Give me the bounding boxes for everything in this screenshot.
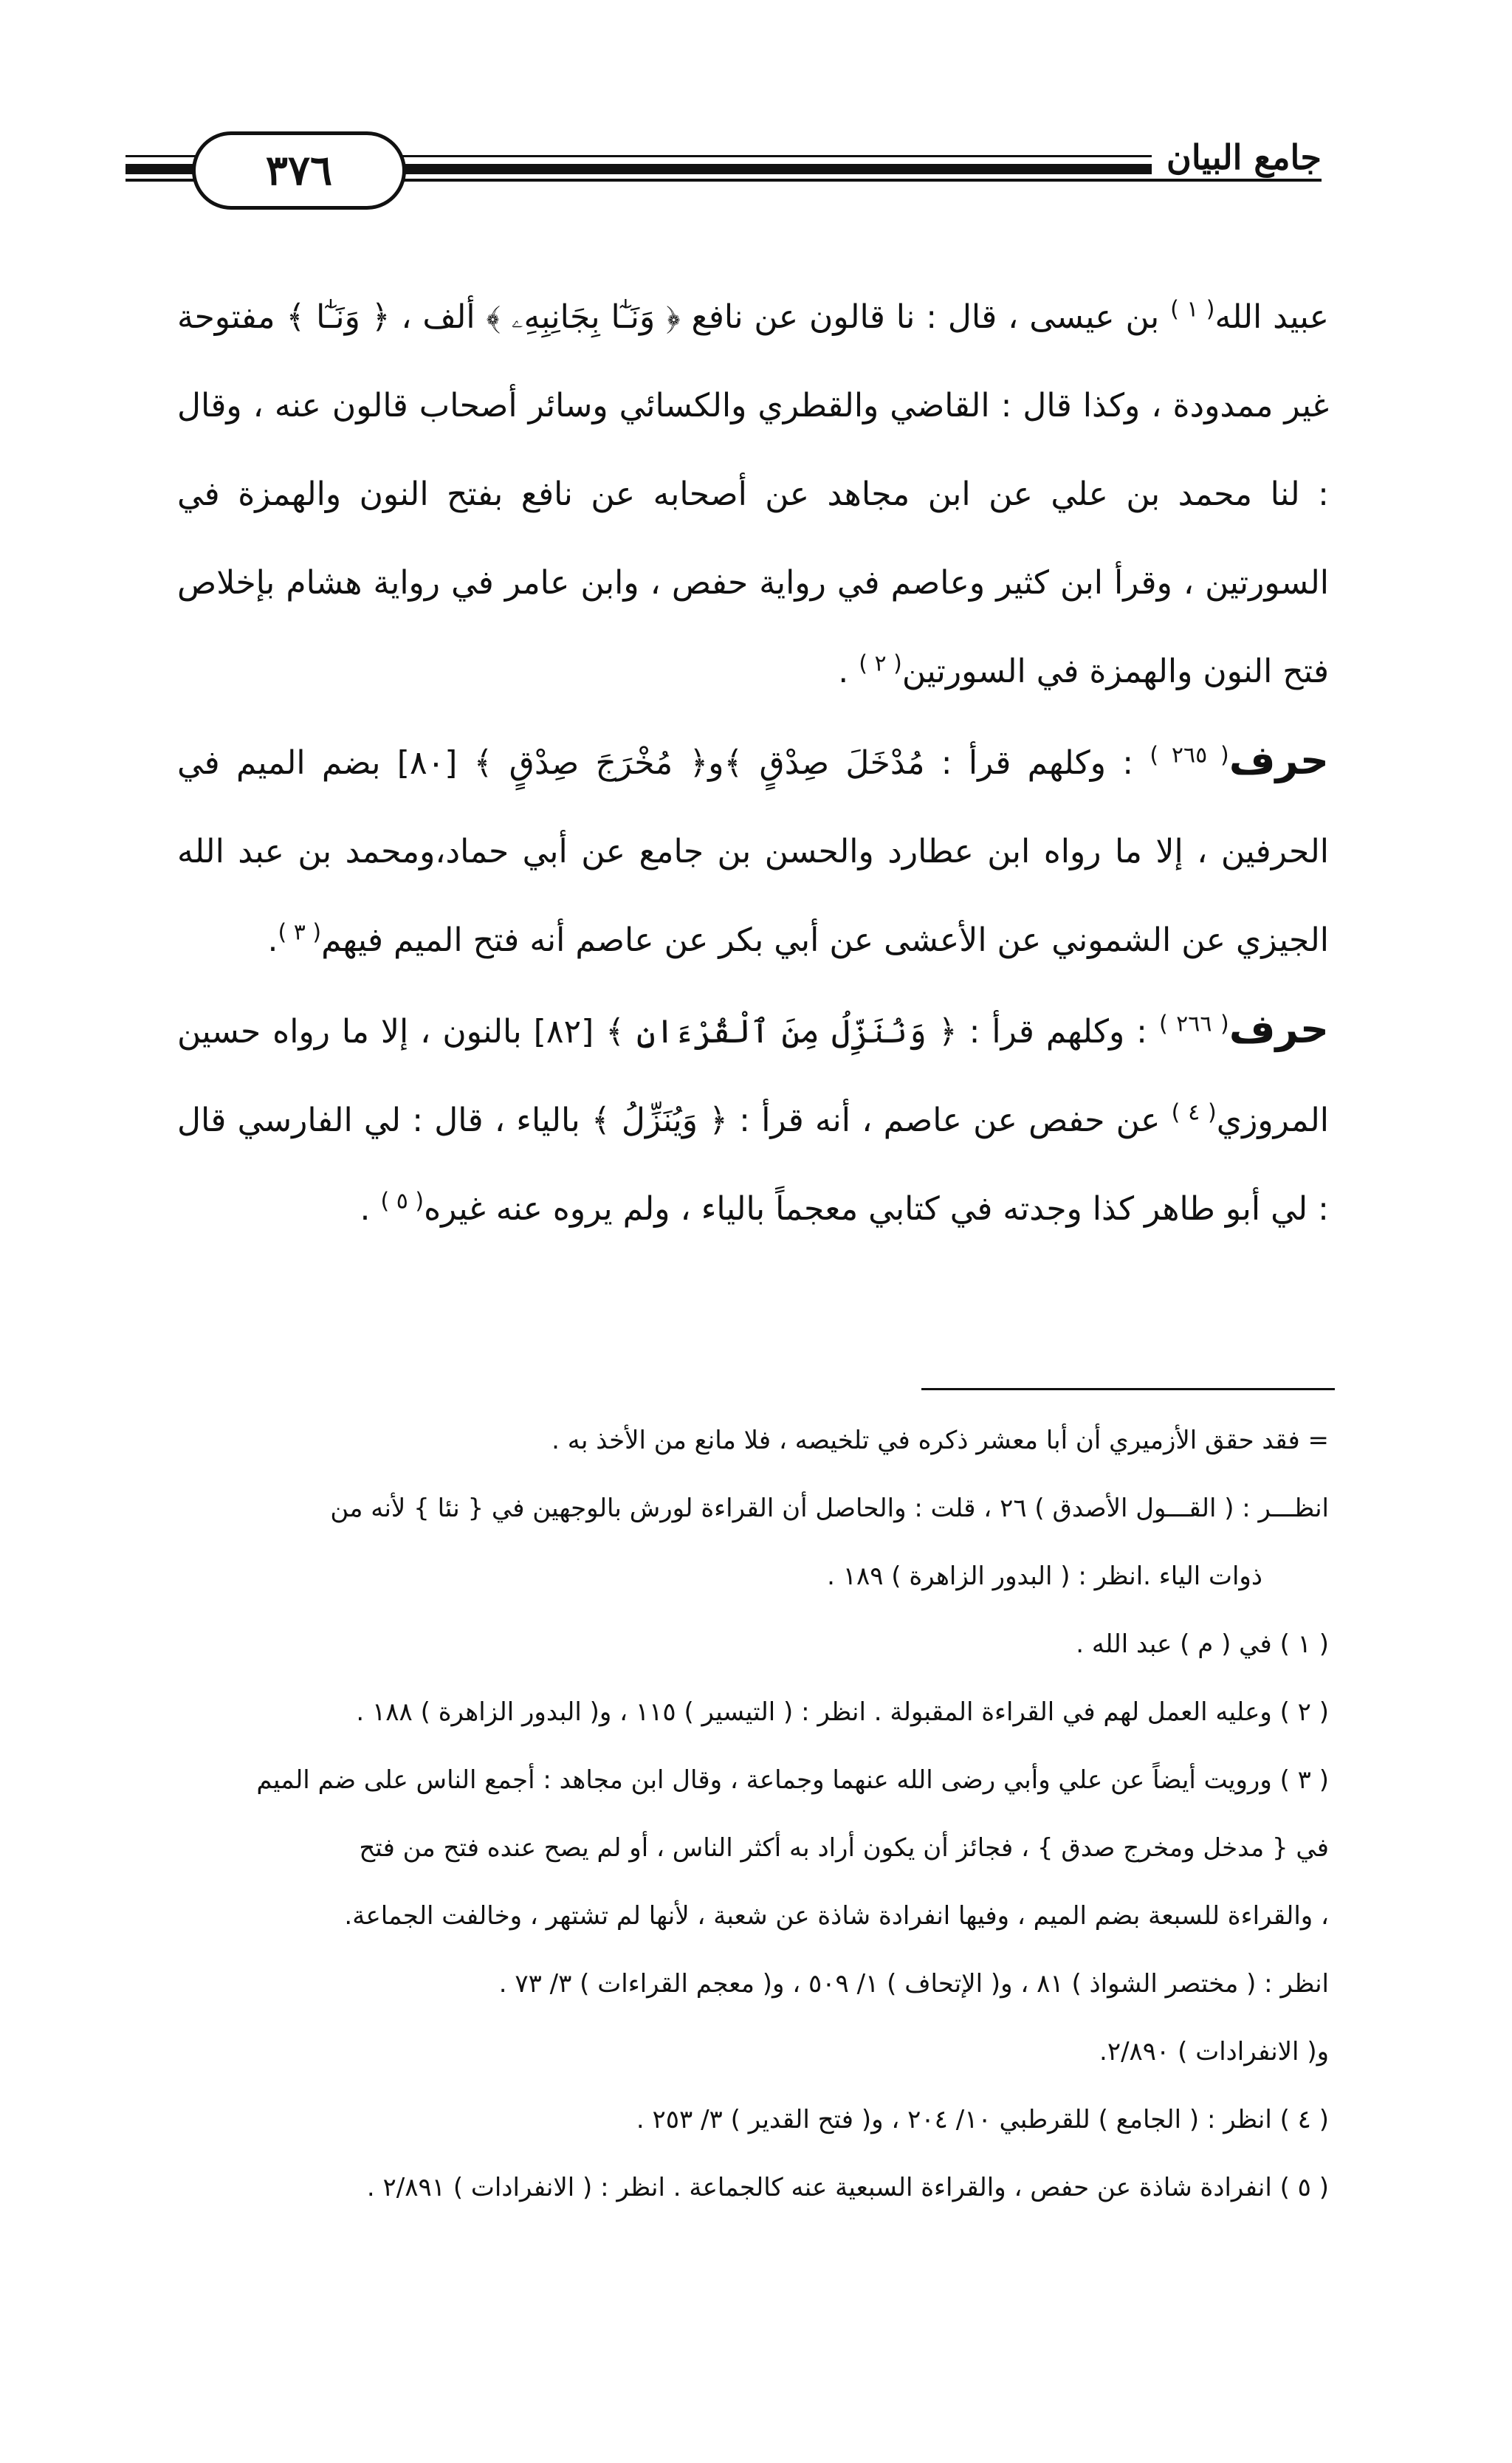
quran-quote: ﴿ وَيُنَزِّلُ ﴾ <box>591 1102 728 1139</box>
footnote-continuation: = فقد حقق الأزميري أن أبا معشر ذكره في تلخيصه ، فلا مانع من الأخذ به . <box>551 1426 1329 1455</box>
main-text <box>177 273 1329 1254</box>
harf-number: ( ٢٦٥ ) <box>1150 742 1229 769</box>
verse-number: [٨٠] <box>380 744 474 782</box>
footnote-separator <box>921 1388 1335 1390</box>
footnote-3: ( ٣ ) ورويت أيضاً عن علي وأبي رضى الله عنهما وجماعة ، وقال ابن مجاهد : أجمع الناس على ضم الميم <box>256 1765 1329 1795</box>
footnote-3-line: انظر : ( مختصر الشواذ ) ٨١ ، و( الإتحاف ) ١/ ٥٠٩ ، و( معجم القراءات ) ٣/ ٧٣ . <box>498 1969 1329 1999</box>
quran-quote: ﴿ مُخْرَجَ صِدْقٍ ﴾ <box>473 744 709 782</box>
quran-quote: مُدْخَلَ صِدْقٍ ﴾ <box>724 744 925 782</box>
footnotes <box>177 1406 1329 2222</box>
footnote-ref-4[interactable]: ( ٤ ) <box>1171 1099 1217 1126</box>
text-run: بالياء ، قال : لي الفارسي قال : لي أبو طاهر كذا وجدته في كتابي معجماً بالياء ، ولم يروه عنه غيره <box>177 1102 1329 1228</box>
paragraph-3 <box>177 985 1329 1254</box>
text-run: بن عيسى ، قال : نا قالون عن نافع <box>680 298 1171 336</box>
text-run: عبيد الله <box>1214 298 1330 336</box>
quran-quote: ﴿ وَنَـٰٓا ﴾ <box>286 298 391 336</box>
text-run: : وكلهم قرأ : <box>924 744 1150 782</box>
paragraph-2 <box>177 716 1329 985</box>
page-header <box>126 126 1322 207</box>
text-run: و <box>708 744 724 782</box>
page-number: ٣٧٦ <box>192 131 406 210</box>
footnote-3-line: ، والقراءة للسبعة بضم الميم ، وفيها انفرادة شاذة عن شعبة ، لأنها لم تشتهر ، وخالفت الجماعة. <box>344 1901 1329 1931</box>
footnote-3-line: في { مدخل ومخرج صدق } ، فجائز أن يكون أراد به أكثر الناس ، أو لم يصح عنده فتح من فتح <box>359 1833 1329 1863</box>
footnote-continuation: انظـــر : ( القـــول الأصدق ) ٢٦ ، قلت : والحاصل أن القراءة لورش بالوجهين في { نئا } لأنه من <box>330 1494 1329 1523</box>
footnote-4: ( ٤ ) انظر : ( الجامع ) للقرطبي ١٠/ ٢٠٤ ، و( فتح القدير ) ٣/ ٢٥٣ . <box>636 2105 1329 2134</box>
text-run: . <box>838 653 859 690</box>
text-run: . <box>360 1190 381 1228</box>
text-run: . <box>267 921 278 959</box>
footnote-continuation: ذوات الياء .انظر : ( البدور الزاهرة ) ١٨٩ . <box>827 1562 1262 1591</box>
harf-heading: حرف <box>1228 1006 1329 1052</box>
text-run: عن حفص عن عاصم ، أنه قرأ : <box>727 1102 1172 1139</box>
quran-quote: ﴿ وَنُنَزِّلُ مِنَ ٱلْقُرْءَانِ ﴾ <box>605 1013 958 1051</box>
text-run: مفتوحة غير ممدودة ، وكذا قال : القاضي والقطري والكسائي وسائر أصحاب قالون عنه ، وقال : لنا محمد بن علي عن ابن مجاهد عن أصحابه عن نافع بفتح النون والهمزة في السورتين ، وقرأ ابن كثير وعاصم في رواية حفص ، وابن عامر في رواية هشام بإخلاص فتح النون والهمزة في السورتين <box>177 298 1329 690</box>
paragraph-1 <box>177 273 1329 716</box>
footnote-3-line: و( الانفرادات ) ٢/٨٩٠. <box>1099 2037 1329 2067</box>
text-run: بالنون ، إلا ما رواه حسين المروزي <box>177 1013 1329 1139</box>
footnote-ref-2[interactable]: ( ٢ ) <box>859 650 902 677</box>
text-run: ألف ، <box>390 298 487 336</box>
footnote-2: ( ٢ ) وعليه العمل لهم في القراءة المقبولة . انظر : ( التيسير ) ١١٥ ، و( البدور الزاهرة ) ١٨٨ . <box>356 1697 1329 1727</box>
harf-number: ( ٢٦٦ ) <box>1158 1011 1229 1037</box>
footnote-5: ( ٥ ) انفرادة شاذة عن حفص ، والقراءة السبعية عنه كالجماعة . انظر : ( الانفرادات ) ٢/٨٩١ . <box>366 2173 1329 2202</box>
text-run: : وكلهم قرأ : <box>957 1013 1159 1051</box>
footnote-ref-1[interactable]: ( ١ ) <box>1170 296 1215 323</box>
footnote-ref-5[interactable]: ( ٥ ) <box>380 1188 425 1215</box>
footnote-1: ( ١ ) في ( م ) عبد الله . <box>1076 1629 1329 1659</box>
book-title: جامع البيان <box>1152 137 1322 177</box>
footnote-ref-3[interactable]: ( ٣ ) <box>278 919 322 946</box>
text-run: بضم الميم في الحرفين ، إلا ما رواه ابن عطارد والحسن بن جامع عن أبي حماد،ومحمد بن عبد الله الجيزي عن الشموني عن الأعشى عن أبي بكر عن عاصم أنه فتح الميم فيهم <box>177 744 1329 959</box>
harf-heading: حرف <box>1228 737 1329 783</box>
quran-quote: ﴿ وَنَـٰٓا بِجَانِبِهِۦ ﴾ <box>486 298 681 336</box>
verse-number: [٨٢] <box>521 1013 606 1051</box>
